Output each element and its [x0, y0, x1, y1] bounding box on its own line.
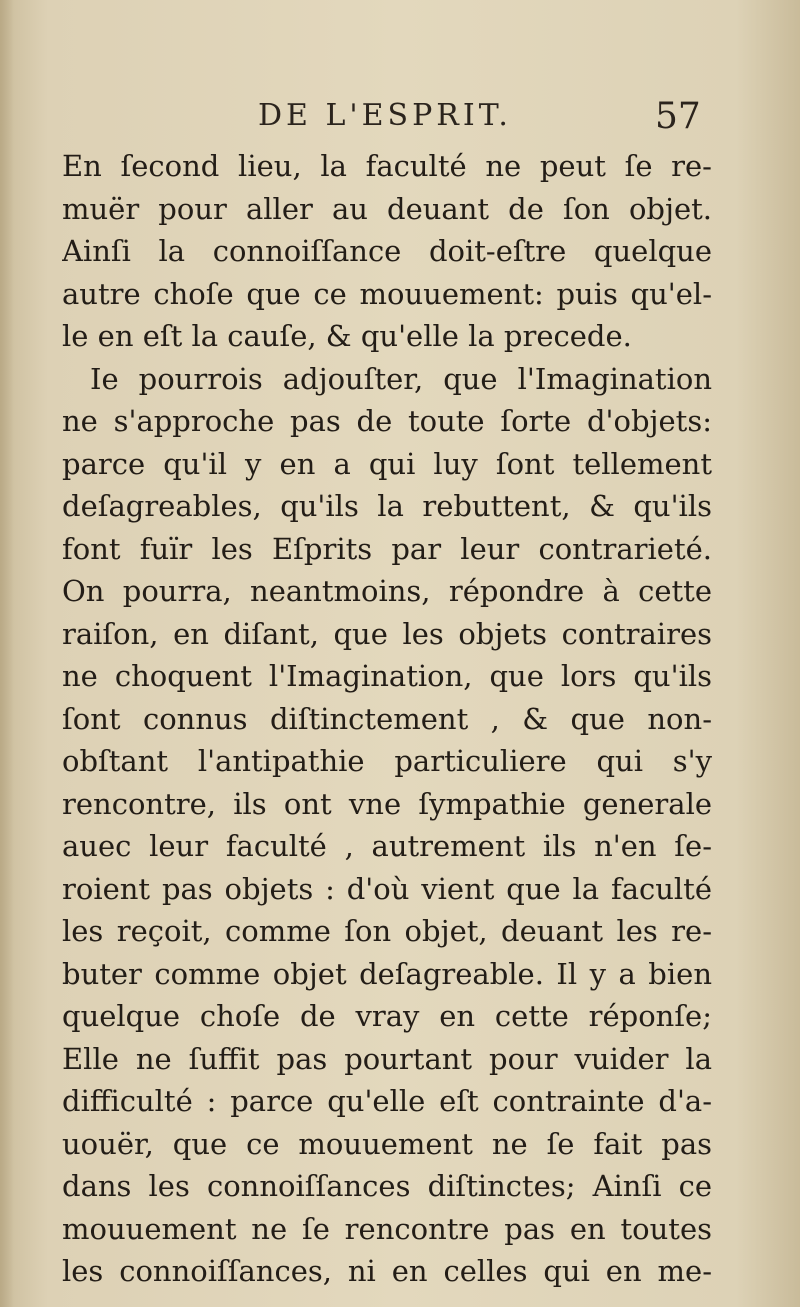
text-line: Ainſi la connoiſſance doit-eſtre quelque	[62, 234, 712, 268]
text-line: dans les connoiſſances diſtinctes; Ainſi ce	[62, 1169, 712, 1203]
text-line: font fuïr les Eſprits par leur contrarieté.	[62, 531, 712, 566]
text-line: auec leur faculté , autrement ils n'en ſe-	[62, 829, 712, 863]
text-line: ſont connus diſtinctement , & que non-	[62, 701, 712, 736]
text-line: autre choſe que ce mouuement: puis qu'el-	[62, 276, 712, 311]
page-gutter-shadow	[0, 0, 14, 1307]
text-line: les connoiſſances, ni en celles qui en me-	[62, 1254, 712, 1288]
text-line: raiſon, en diſant, que les objets contraires	[62, 616, 712, 651]
text-line: ne s'approche pas de toute ſorte d'objets:	[62, 404, 712, 438]
text-line: Elle ne ſuffit pas pourtant pour vuider la	[62, 1041, 712, 1076]
text-line: On pourra, neantmoins, répondre à cette	[62, 574, 712, 608]
text-line: ne choquent l'Imagination, que lors qu'ils	[62, 659, 712, 693]
text-line: muër pour aller au deuant de ſon objet.	[62, 191, 712, 226]
text-line: roient pas objets : d'où vient que la faculté	[62, 871, 712, 906]
page-number: 57	[655, 96, 701, 137]
text-line: difficulté : parce qu'elle eſt contrainte d'a-	[62, 1084, 712, 1118]
text-line: mouuement ne ſe rencontre pas en toutes	[62, 1211, 712, 1246]
text-line: quelque choſe de vray en cette réponſe;	[62, 999, 712, 1033]
text-line: Ie pourrois adjouſter, que l'Imagination	[90, 361, 712, 396]
body-text	[62, 145, 712, 1293]
text-line: le en eſt la cauſe, & qu'elle la precede.	[62, 319, 632, 353]
text-line: buter comme objet deſagreable. Il y a bien	[62, 956, 712, 991]
text-line: les reçoit, comme ſon objet, deuant les re-	[62, 914, 712, 948]
text-line: rencontre, ils ont vne ſympathie generale	[62, 786, 712, 821]
text-line: uouër, que ce mouuement ne ſe fait pas	[62, 1126, 712, 1161]
text-line: deſagreables, qu'ils la rebuttent, & qu'ils	[62, 489, 712, 523]
page-header	[0, 92, 800, 142]
text-line: obſtant l'antipathie particuliere qui s'y	[62, 744, 712, 778]
text-line: En ſecond lieu, la faculté ne peut ſe re-	[62, 149, 712, 183]
text-line: parce qu'il y en a qui luy ſont tellement	[62, 446, 712, 481]
running-title: DE L'ESPRIT.	[258, 98, 512, 133]
